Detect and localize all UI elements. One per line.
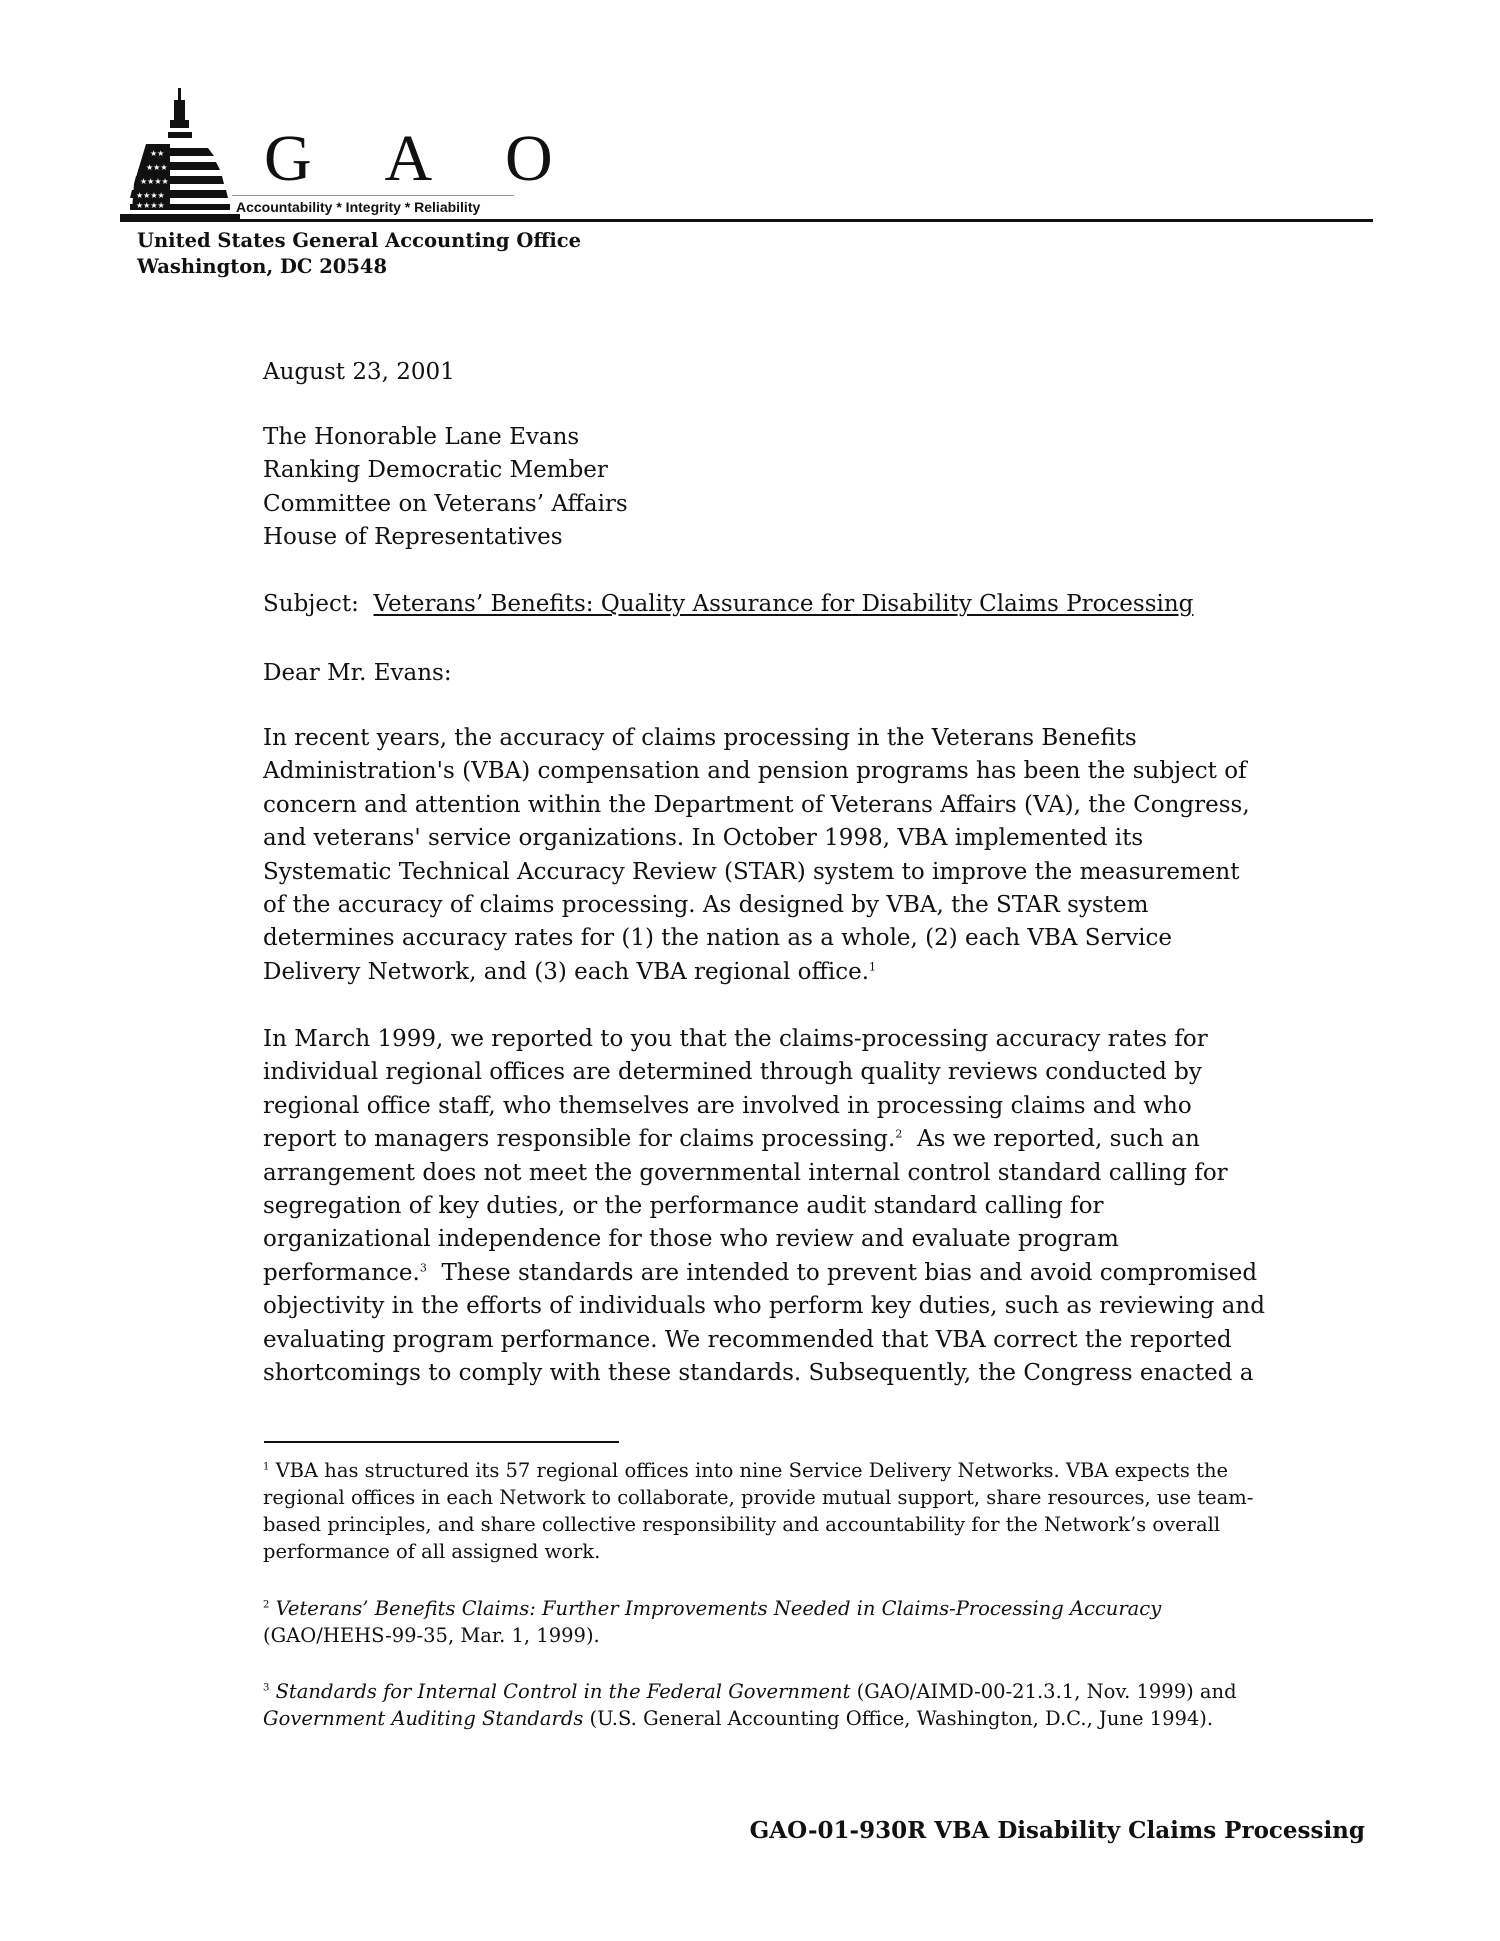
salutation: Dear Mr. Evans: — [263, 660, 452, 686]
gao-logo — [120, 84, 240, 224]
paragraph-2: In March 1999, we reported to you that the claims-processing accuracy rates for individual regional offices are determined through quality reviews conducted by regional office staff, who themselves are involved in processing claims and who report to managers responsible for claims processing.$^2$ As we reported, such an arrangement does not meet the governmental internal control standard calling for segregation of key duties, or the performance audit standard calling for organizational independence for those who review and evaluate program performance.$^3$ These standards are intended to prevent bias and avoid compromised objectivity in the efforts of individuals who perform key duties, such as reviewing and evaluating program performance. We recommended that VBA correct the reported shortcomings to comply with these standards. Subsequently, the Congress enacted a — [263, 1026, 1265, 1387]
cited-title: Veterans’ Benefits Claims: Further Improvements Needed in Claims-Processing Accuracy — [275, 1597, 1162, 1620]
logo-rule-thin — [232, 195, 514, 196]
letter-date: August 23, 2001 — [263, 359, 455, 385]
footnote-ref-3[interactable]: 3 — [419, 1261, 427, 1275]
recipient-line: The Honorable Lane Evans — [263, 424, 580, 450]
recipient-block — [263, 421, 628, 555]
footnote-1: $^1$ VBA has structured its 57 regional offices into nine Service Delivery Networks. VBA expects the regional offices in each Network to collaborate, provide mutual support, share resources, use team- based principles, and share collective responsibility and accountability for the Network’s overall performance of all assigned work. — [263, 1459, 1254, 1563]
org-name: United States General Accounting Office — [137, 229, 582, 252]
footnote-rule — [264, 1441, 619, 1443]
recipient-line: House of Representatives — [263, 524, 563, 551]
footnote-ref-2[interactable]: 2 — [895, 1127, 903, 1141]
recipient-line: Ranking Democratic Member — [263, 457, 608, 484]
tagline: Accountability * Integrity * Reliability — [236, 199, 481, 215]
letterhead-rule — [122, 219, 1373, 222]
subject-title: Veterans’ Benefits: Quality Assurance for Disability Claims Processing — [373, 591, 1194, 617]
svg-text:★★★★: ★★★★ — [136, 191, 165, 200]
svg-text:★★★★: ★★★★ — [140, 177, 169, 186]
gao-logo-text: G A O — [264, 122, 583, 195]
cited-title: Standards for Internal Control in the Federal Government — [275, 1680, 851, 1703]
footnote-2: $^2$ Veterans’ Benefits Claims: Further Improvements Needed in Claims-Processing Accuracy (GAO/HEHS-99-35, Mar. 1, 1999). — [263, 1597, 1162, 1647]
capitol-dome-flag-icon — [120, 84, 240, 224]
org-address: Washington, DC 20548 — [137, 255, 388, 278]
subject-label: Subject: — [263, 591, 359, 617]
svg-text:★★★★: ★★★★ — [136, 201, 165, 210]
org-block — [137, 228, 581, 280]
footnote-ref-1[interactable]: 1 — [869, 960, 877, 974]
recipient-line: Committee on Veterans’ Affairs — [263, 490, 628, 517]
paragraph-1: In recent years, the accuracy of claims processing in the Veterans Benefits Administration's (VBA) compensation and pension programs has been the subject of concern and attention within the Department of Veterans Affairs (VA), the Congress, and veterans' service organizations. In October 1998, VBA implemented its Systematic Technical Accuracy Review (STAR) system to improve the measurement of the accuracy of claims processing. As designed by VBA, the STAR system determines accuracy rates for (1) the nation as a whole, (2) each VBA Service Delivery Network, and (3) each VBA regional office.$^1$ — [263, 725, 1250, 985]
cited-title: Government Auditing Standards — [263, 1707, 584, 1730]
svg-text:★★: ★★ — [150, 149, 165, 158]
report-id-footer: GAO-01-930R VBA Disability Claims Processing — [749, 1817, 1365, 1844]
footnote-3: $^3$ Standards for Internal Control in the Federal Government (GAO/AIMD-00-21.3.1, Nov. 1999) and Government Auditing Standards (U.S. General Accounting Office, Washington, D.C., June 1994). — [263, 1680, 1237, 1730]
svg-text:★★★: ★★★ — [146, 163, 168, 172]
subject-line — [263, 588, 1193, 621]
